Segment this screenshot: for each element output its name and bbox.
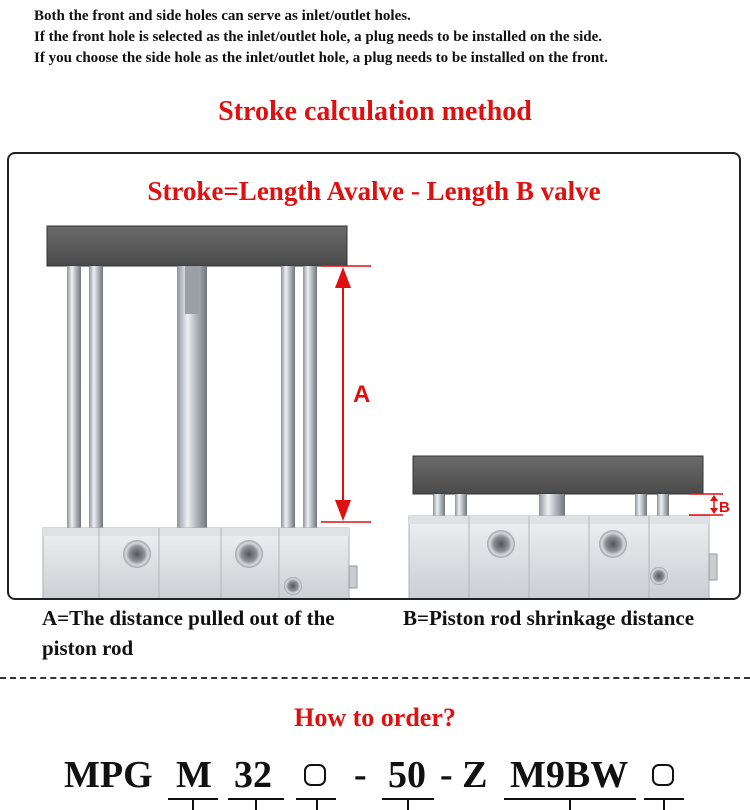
- marker-a: A: [353, 381, 371, 408]
- order-switch: M9BW: [510, 754, 629, 796]
- installation-notes: [34, 6, 608, 69]
- caption-a: A=The distance pulled out of the piston rod: [42, 606, 335, 660]
- note-line-3: If you choose the side hole as the inlet/outlet hole, a plug needs to be installed on the front.: [34, 50, 608, 66]
- retracted-cylinder: [409, 456, 717, 600]
- shrinkage-b-dimension: [689, 494, 723, 515]
- order-bore: 32: [234, 754, 272, 796]
- switch-tick: [569, 798, 571, 810]
- cylinder-illustration: [9, 154, 741, 600]
- type-tick: [192, 798, 194, 810]
- bore-tick: [255, 798, 257, 810]
- section-title: Stroke calculation method: [218, 96, 532, 127]
- note-line-1: Both the front and side holes can serve as inlet/outlet holes.: [34, 8, 411, 24]
- caption-b: B=Piston rod shrinkage distance: [403, 606, 695, 630]
- order-stroke: 50: [388, 754, 426, 796]
- option2-tick: [663, 798, 665, 810]
- option1-tick: [316, 798, 318, 810]
- order-type: M: [176, 754, 212, 796]
- stroke-formula: Stroke=Length Avalve - Length B valve: [147, 176, 601, 206]
- stroke-diagram-panel: [7, 152, 741, 600]
- marker-b: B: [719, 499, 730, 516]
- stroke-tick: [407, 798, 409, 810]
- extended-cylinder: [43, 226, 357, 600]
- note-line-2: If the front hole is selected as the inlet/outlet hole, a plug needs to be installed on the side.: [34, 29, 603, 45]
- order-code: [0, 752, 750, 810]
- order-series: MPG: [64, 754, 153, 796]
- order-option-box-1: [304, 764, 326, 786]
- order-separator-2: - Z: [440, 754, 488, 796]
- section-divider: [0, 677, 750, 679]
- order-title: How to order?: [294, 703, 456, 732]
- order-option-box-2: [652, 764, 674, 786]
- order-separator-1: -: [354, 754, 367, 796]
